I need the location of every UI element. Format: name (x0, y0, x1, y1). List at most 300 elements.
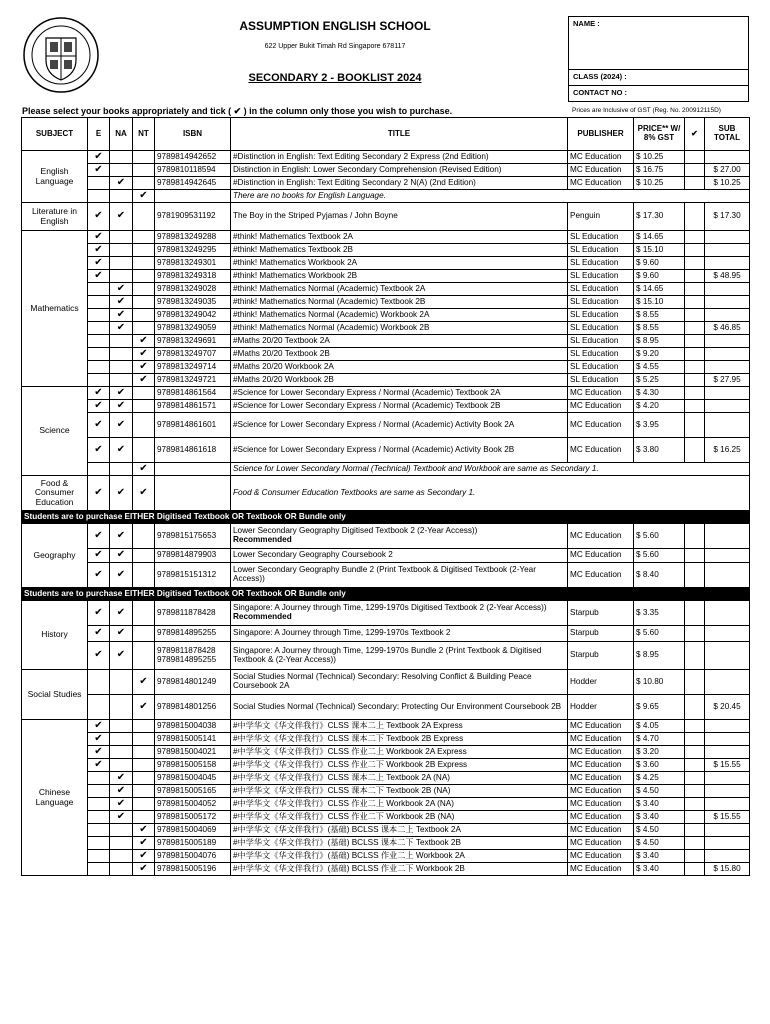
purchase-tick-box[interactable] (685, 785, 705, 798)
purchase-tick-box[interactable] (685, 563, 705, 588)
subtotal-cell: $ 27.95 (705, 374, 750, 387)
isbn-number: 9789814861618 (157, 444, 217, 454)
book-title: #中学华文《华文伴我行》CLSS 课本二上 Textbook 2A (NA) (233, 772, 451, 782)
subtotal-cell (705, 400, 750, 413)
book-row (22, 759, 750, 772)
name-label: NAME : (573, 19, 600, 28)
stream-nt-tick (133, 387, 155, 400)
stream-e-tick: ✔ (88, 524, 110, 549)
class-field[interactable] (568, 69, 749, 86)
stream-nt-tick: ✔ (133, 837, 155, 850)
title-cell (231, 374, 568, 387)
subject-cell: Mathematics (22, 231, 88, 387)
purchase-tick-box[interactable] (685, 322, 705, 335)
stream-nt-tick (133, 720, 155, 733)
publisher-cell: Hodder (568, 670, 634, 695)
subtotal-cell: $ 15.55 (705, 759, 750, 772)
stream-na-tick: ✔ (110, 642, 133, 670)
purchase-tick-box[interactable] (685, 257, 705, 270)
stream-na-tick: ✔ (110, 387, 133, 400)
subtotal-cell (705, 626, 750, 642)
publisher-cell: MC Education (568, 400, 634, 413)
purchase-tick-box[interactable] (685, 438, 705, 463)
isbn-number: 9789815151312 (157, 569, 217, 579)
publisher-cell: MC Education (568, 850, 634, 863)
publisher-cell: MC Education (568, 798, 634, 811)
subtotal-cell: $ 15.80 (705, 863, 750, 876)
subtotal-cell (705, 642, 750, 670)
purchase-tick-box[interactable] (685, 335, 705, 348)
contact-label: CONTACT NO : (573, 88, 628, 97)
stream-nt-tick: ✔ (133, 695, 155, 720)
stream-e-tick (88, 463, 110, 476)
title-cell (231, 400, 568, 413)
isbn-cell (155, 695, 231, 720)
purchase-tick-box[interactable] (685, 309, 705, 322)
book-title: #Maths 20/20 Textbook 2A (233, 335, 330, 345)
subtotal-cell (705, 296, 750, 309)
isbn-cell (155, 601, 231, 626)
title-cell (231, 164, 568, 177)
publisher-cell: MC Education (568, 785, 634, 798)
isbn-number: 9789813249059 (157, 322, 217, 332)
book-row (22, 524, 750, 549)
publisher-cell: SL Education (568, 335, 634, 348)
subtotal-cell (705, 601, 750, 626)
stream-e-tick: ✔ (88, 720, 110, 733)
title-cell (231, 335, 568, 348)
stream-na-tick: ✔ (110, 626, 133, 642)
subtotal-cell (705, 244, 750, 257)
stream-nt-tick (133, 626, 155, 642)
stream-na-tick: ✔ (110, 476, 133, 511)
book-row (22, 374, 750, 387)
purchase-tick-box[interactable] (685, 720, 705, 733)
stream-e-tick: ✔ (88, 400, 110, 413)
book-title: #中学华文《华文伴我行》(基础) BCLSS 课本二下 Textbook 2B (233, 837, 461, 847)
publisher-cell: SL Education (568, 361, 634, 374)
purchase-tick-box[interactable] (685, 811, 705, 824)
isbn-number: 9789814861564 (157, 387, 217, 397)
isbn-cell (155, 348, 231, 361)
stream-e-tick (88, 785, 110, 798)
isbn-number: 9789813249707 (157, 348, 217, 358)
publisher-cell: SL Education (568, 348, 634, 361)
stream-nt-tick (133, 549, 155, 563)
publisher-cell: MC Education (568, 151, 634, 164)
table-header-row (22, 118, 750, 151)
stream-nt-tick: ✔ (133, 476, 155, 511)
isbn-cell (155, 563, 231, 588)
isbn-number: 9789815005141 (157, 733, 217, 743)
isbn-number: 9789814801249 (157, 676, 217, 686)
purchase-tick-box[interactable] (685, 733, 705, 746)
purchase-tick-box[interactable] (685, 837, 705, 850)
note-text: There are no books for English Language. (231, 190, 750, 203)
subtotal-cell (705, 850, 750, 863)
stream-nt-tick (133, 309, 155, 322)
book-row (22, 563, 750, 588)
book-row (22, 296, 750, 309)
stream-na-tick: ✔ (110, 772, 133, 785)
booklist-title: SECONDARY 2 - BOOKLIST 2024 (248, 72, 422, 84)
stream-nt-tick (133, 296, 155, 309)
subtotal-cell: $ 16.25 (705, 438, 750, 463)
purchase-tick-box[interactable] (685, 296, 705, 309)
book-row (22, 438, 750, 463)
stream-e-tick (88, 824, 110, 837)
stream-e-tick (88, 177, 110, 190)
book-title: #think! Mathematics Normal (Academic) Textbook 2B (233, 296, 426, 306)
price-cell: $ 5.60 (634, 626, 685, 642)
purchase-tick-box[interactable] (685, 177, 705, 190)
purchase-tick-box[interactable] (685, 772, 705, 785)
purchase-tick-box[interactable] (685, 863, 705, 876)
subject-cell: English Language (22, 151, 88, 203)
stream-na-tick (110, 759, 133, 772)
isbn-number-2: 9789814895255 (157, 654, 217, 664)
stream-e-tick (88, 811, 110, 824)
publisher-cell: SL Education (568, 231, 634, 244)
col-tick: ✔ (685, 118, 705, 151)
isbn-cell (155, 549, 231, 563)
price-cell: $ 3.80 (634, 438, 685, 463)
stream-nt-tick (133, 798, 155, 811)
isbn-number: 9781909531192 (157, 211, 216, 221)
stream-na-tick (110, 257, 133, 270)
isbn-cell (155, 772, 231, 785)
price-cell: $ 3.40 (634, 798, 685, 811)
col-na: NA (110, 118, 133, 151)
stream-nt-tick (133, 563, 155, 588)
title-cell (231, 438, 568, 463)
purchase-tick-box[interactable] (685, 374, 705, 387)
subject-cell: Geography (22, 524, 88, 588)
col-e: E (88, 118, 110, 151)
instruction-text: Please select your books appropriately and tick ( ✔ ) in the column only those you wish to purchase. (22, 106, 453, 116)
book-title: Lower Secondary Geography Digitised Textbook 2 (2-Year Access)) (233, 526, 478, 536)
title-cell (231, 850, 568, 863)
book-title: Singapore: A Journey through Time, 1299-1970s Bundle 2 (Print Textbook & Digitised Textbook & (2-Year Access)) (233, 645, 542, 664)
isbn-number: 9789815004038 (157, 720, 217, 730)
book-title: Social Studies Normal (Technical) Secondary: Protecting Our Environment Coursebook 2B (233, 701, 562, 711)
purchase-tick-box[interactable] (685, 549, 705, 563)
price-cell: $ 14.65 (634, 231, 685, 244)
isbn-cell (155, 759, 231, 772)
purchase-tick-box[interactable] (685, 824, 705, 837)
book-title: #中学华文《华文伴我行》(基础) BCLSS 课本二上 Textbook 2A (233, 824, 461, 834)
isbn-cell (155, 400, 231, 413)
title-cell (231, 270, 568, 283)
title-cell (231, 231, 568, 244)
subtotal-cell (705, 720, 750, 733)
subtotal-cell (705, 524, 750, 549)
school-crest-logo (22, 16, 100, 94)
stream-e-tick: ✔ (88, 413, 110, 438)
purchase-tick-box[interactable] (685, 203, 705, 231)
publisher-cell: MC Education (568, 824, 634, 837)
stream-e-tick (88, 309, 110, 322)
book-row (22, 642, 750, 670)
name-field[interactable] (568, 16, 749, 70)
purchase-tick-box[interactable] (685, 231, 705, 244)
purchase-tick-box[interactable] (685, 151, 705, 164)
purchase-tick-box[interactable] (685, 670, 705, 695)
isbn-cell (155, 720, 231, 733)
stream-na-tick (110, 231, 133, 244)
purchase-tick-box[interactable] (685, 642, 705, 670)
purchase-tick-box[interactable] (685, 601, 705, 626)
price-cell: $ 8.95 (634, 335, 685, 348)
stream-e-tick (88, 695, 110, 720)
purchase-tick-box[interactable] (685, 695, 705, 720)
book-title: Singapore: A Journey through Time, 1299-1970s Digitised Textbook 2 (2-Year Access)) (233, 603, 547, 613)
book-title: #Distinction in English: Text Editing Secondary 2 N(A) (2nd Edition) (233, 177, 476, 187)
stream-nt-tick (133, 151, 155, 164)
purchase-tick-box[interactable] (685, 164, 705, 177)
book-title: Distinction in English: Lower Secondary Comprehension (Revised Edition) (233, 164, 502, 174)
purchase-tick-box[interactable] (685, 387, 705, 400)
isbn-cell (155, 642, 231, 670)
isbn-cell (155, 413, 231, 438)
book-row (22, 549, 750, 563)
stream-e-tick (88, 772, 110, 785)
subtotal-cell: $ 46.85 (705, 322, 750, 335)
title-cell (231, 177, 568, 190)
stream-na-tick (110, 824, 133, 837)
book-row (22, 164, 750, 177)
book-title: #think! Mathematics Workbook 2A (233, 257, 358, 267)
stream-e-tick (88, 348, 110, 361)
stream-na-tick (110, 190, 133, 203)
purchase-tick-box[interactable] (685, 270, 705, 283)
subtotal-cell (705, 151, 750, 164)
price-cell: $ 8.95 (634, 642, 685, 670)
title-cell (231, 563, 568, 588)
isbn-number: 9789814879903 (157, 550, 217, 560)
price-cell: $ 5.60 (634, 549, 685, 563)
stream-na-tick (110, 863, 133, 876)
book-title: #think! Mathematics Textbook 2B (233, 244, 353, 254)
purchase-tick-box[interactable] (685, 413, 705, 438)
book-title: #中学华文《华文伴我行》CLSS 作业二下 Workbook 2B Express (233, 759, 468, 769)
price-cell: $ 8.55 (634, 322, 685, 335)
stream-e-tick: ✔ (88, 257, 110, 270)
title-cell (231, 772, 568, 785)
stream-nt-tick (133, 642, 155, 670)
subject-cell: Chinese Language (22, 720, 88, 876)
isbn-cell (155, 270, 231, 283)
book-title: #think! Mathematics Normal (Academic) Workbook 2A (233, 309, 430, 319)
stream-na-tick (110, 335, 133, 348)
stream-nt-tick: ✔ (133, 863, 155, 876)
isbn-number: 9789813249691 (157, 335, 217, 345)
school-address: 622 Upper Bukit Timah Rd Singapore 678117 (264, 43, 406, 50)
isbn-number: 9789813249035 (157, 296, 217, 306)
publisher-cell: MC Education (568, 413, 634, 438)
col-isbn: ISBN (155, 118, 231, 151)
price-cell: $ 3.20 (634, 746, 685, 759)
isbn-cell (155, 374, 231, 387)
price-cell: $ 9.60 (634, 270, 685, 283)
price-cell: $ 3.60 (634, 759, 685, 772)
price-cell: $ 4.30 (634, 387, 685, 400)
stream-nt-tick: ✔ (133, 850, 155, 863)
stream-na-tick: ✔ (110, 413, 133, 438)
purchase-tick-box[interactable] (685, 850, 705, 863)
price-cell: $ 4.05 (634, 720, 685, 733)
isbn-cell (155, 309, 231, 322)
stream-e-tick (88, 850, 110, 863)
price-cell: $ 15.10 (634, 244, 685, 257)
book-title: #中学华文《华文伴我行》(基础) BCLSS 作业二上 Workbook 2A (233, 850, 465, 860)
isbn-cell (155, 746, 231, 759)
purchase-rule-text: Students are to purchase EITHER Digitised Textbook OR Textbook OR Bundle only (22, 588, 750, 601)
purchase-tick-box[interactable] (685, 626, 705, 642)
stream-e-tick: ✔ (88, 642, 110, 670)
purchase-tick-box[interactable] (685, 524, 705, 549)
stream-e-tick: ✔ (88, 231, 110, 244)
price-cell: $ 4.50 (634, 837, 685, 850)
title-cell (231, 296, 568, 309)
publisher-cell: SL Education (568, 283, 634, 296)
stream-nt-tick (133, 203, 155, 231)
isbn-cell (155, 151, 231, 164)
publisher-cell: SL Education (568, 322, 634, 335)
stream-e-tick (88, 837, 110, 850)
isbn-cell (155, 811, 231, 824)
title-cell (231, 746, 568, 759)
stream-e-tick (88, 322, 110, 335)
book-title: #Science for Lower Secondary Express / Normal (Academic) Activity Book 2B (233, 444, 515, 454)
stream-na-tick: ✔ (110, 322, 133, 335)
contact-field[interactable] (568, 85, 749, 102)
stream-na-tick: ✔ (110, 601, 133, 626)
stream-nt-tick: ✔ (133, 463, 155, 476)
stream-na-tick (110, 361, 133, 374)
subtotal-cell (705, 772, 750, 785)
book-row (22, 863, 750, 876)
stream-na-tick (110, 164, 133, 177)
purchase-rule-banner (22, 588, 750, 601)
purchase-tick-box[interactable] (685, 798, 705, 811)
publisher-cell: Starpub (568, 601, 634, 626)
book-row (22, 348, 750, 361)
purchase-tick-box[interactable] (685, 746, 705, 759)
subtotal-cell (705, 549, 750, 563)
title-cell (231, 837, 568, 850)
isbn-number: 9789813249301 (157, 257, 217, 267)
stream-na-tick: ✔ (110, 811, 133, 824)
book-title: #think! Mathematics Textbook 2A (233, 231, 353, 241)
booklist-table (21, 117, 750, 876)
title-cell (231, 387, 568, 400)
title-cell (231, 670, 568, 695)
price-cell: $ 10.25 (634, 151, 685, 164)
isbn-number: 9789815005189 (157, 837, 217, 847)
book-row (22, 387, 750, 400)
isbn-cell (155, 798, 231, 811)
book-row (22, 335, 750, 348)
purchase-tick-box[interactable] (685, 361, 705, 374)
publisher-cell: SL Education (568, 244, 634, 257)
publisher-cell: MC Education (568, 811, 634, 824)
subtotal-cell (705, 348, 750, 361)
title-cell (231, 759, 568, 772)
book-row (22, 322, 750, 335)
price-cell: $ 9.60 (634, 257, 685, 270)
stream-nt-tick: ✔ (133, 190, 155, 203)
isbn-cell (155, 670, 231, 695)
stream-nt-tick (133, 524, 155, 549)
stream-nt-tick (133, 270, 155, 283)
book-title: #中学华文《华文伴我行》CLSS 作业二上 Workbook 2A Express (233, 746, 467, 756)
price-cell: $ 5.25 (634, 374, 685, 387)
recommended-label: Recommended (233, 535, 292, 544)
subtotal-cell (705, 413, 750, 438)
publisher-cell: MC Education (568, 387, 634, 400)
subtotal-cell (705, 733, 750, 746)
publisher-cell: MC Education (568, 772, 634, 785)
isbn-cell (155, 837, 231, 850)
stream-na-tick (110, 746, 133, 759)
title-cell (231, 151, 568, 164)
stream-e-tick: ✔ (88, 476, 110, 511)
publisher-cell: SL Education (568, 296, 634, 309)
stream-na-tick: ✔ (110, 177, 133, 190)
price-cell: $ 8.40 (634, 563, 685, 588)
isbn-cell (155, 785, 231, 798)
book-title: #中学华文《华文伴我行》CLSS 作业二下 Workbook 2B (NA) (233, 811, 455, 821)
isbn-number: 9789815005196 (157, 863, 217, 873)
publisher-cell: SL Education (568, 309, 634, 322)
purchase-tick-box[interactable] (685, 759, 705, 772)
subtotal-cell (705, 387, 750, 400)
col-subject: SUBJECT (22, 118, 88, 151)
book-row (22, 283, 750, 296)
book-title: #中学华文《华文伴我行》CLSS 课本二下 Textbook 2B Express (233, 733, 464, 743)
price-cell: $ 9.65 (634, 695, 685, 720)
stream-nt-tick (133, 733, 155, 746)
stream-nt-tick (133, 322, 155, 335)
purchase-tick-box[interactable] (685, 400, 705, 413)
stream-e-tick: ✔ (88, 759, 110, 772)
book-row (22, 720, 750, 733)
isbn-cell (155, 850, 231, 863)
book-title: #think! Mathematics Normal (Academic) Textbook 2A (233, 283, 426, 293)
price-cell: $ 3.95 (634, 413, 685, 438)
subtotal-cell (705, 309, 750, 322)
title-cell (231, 322, 568, 335)
isbn-cell (155, 177, 231, 190)
stream-nt-tick (133, 164, 155, 177)
purchase-tick-box[interactable] (685, 283, 705, 296)
publisher-cell: SL Education (568, 270, 634, 283)
stream-na-tick: ✔ (110, 563, 133, 588)
subtotal-cell: $ 27.00 (705, 164, 750, 177)
book-row (22, 231, 750, 244)
title-cell (231, 524, 568, 549)
publisher-cell: MC Education (568, 563, 634, 588)
purchase-tick-box[interactable] (685, 244, 705, 257)
subtotal-cell: $ 15.55 (705, 811, 750, 824)
isbn-cell (155, 231, 231, 244)
purchase-tick-box[interactable] (685, 348, 705, 361)
isbn-number: 9789814895255 (157, 628, 217, 638)
title-cell (231, 733, 568, 746)
isbn-number: 9789815005158 (157, 759, 217, 769)
publisher-cell: MC Education (568, 746, 634, 759)
